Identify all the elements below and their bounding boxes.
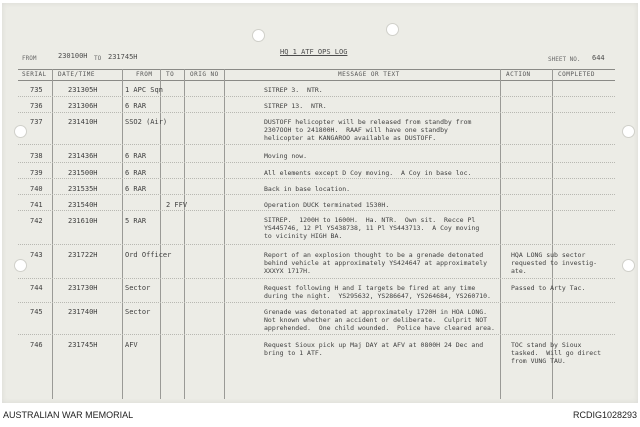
serial-cell: 742 [30,217,43,225]
row-rule [18,162,615,163]
from-cell: 6 RAR [125,102,147,110]
punch-hole [14,125,27,138]
to-cell: 2 FFV [166,201,188,209]
action-cell: HQA LONG sub sector requested to investig- ate. [511,251,598,275]
serial-cell: 736 [30,102,43,110]
row-rule [18,278,615,279]
serial-cell: 735 [30,86,43,94]
datetime-cell: 231500H [68,169,98,177]
serial-cell: 741 [30,201,43,209]
row-rule [18,194,615,195]
log-title: HQ 1 ATF OPS LOG [280,48,348,56]
serial-cell: 745 [30,308,43,316]
from-cell: AFV [125,341,138,349]
from-cell: Ord Officer [125,251,172,259]
archive-credit: AUSTRALIAN WAR MEMORIAL [3,410,134,420]
action-cell: TOC stand by Sioux tasked. Will go direct from VUNG TAU. [511,341,602,365]
from-cell: Sector [125,284,151,292]
message-cell: Back in base location. [264,185,351,193]
from-cell: 5 RAR [125,217,147,225]
from-cell: 1 APC Sqn [125,86,163,94]
sheet-no-label: SHEET NO. [548,56,581,63]
from-cell: Sector [125,308,151,316]
datetime-cell: 231745H [68,341,98,349]
col-header-completed: COMPLETED [558,71,596,78]
datetime-cell: 231436H [68,152,98,160]
col-header-to: TO [166,71,175,78]
punch-hole [386,23,399,36]
datetime-cell: 231722H [68,251,98,259]
punch-hole [14,259,27,272]
punch-hole [622,259,635,272]
message-cell: DUSTOFF helicopter will be released from standby from 2307OOH to 241800H. RAAF will have one standby helicopter at KANGAROO available as DUSTOFF. [264,118,472,142]
message-cell: Request following H and I targets be fired at any time during the night. YS295632, YS286647, YS264684, YS260710. [264,284,491,300]
col-header-serial: SERIAL [22,71,47,78]
message-cell: Report of an explosion thought to be a grenade detonated behind vehicle at approximately YS424647 at approximately XXXYX 1717H. [264,251,488,275]
row-rule [18,112,615,113]
message-cell: Request Sioux pick up Maj DAY at AFV at 0800H 24 Dec and bring to 1 ATF. [264,341,484,357]
col-header-datetime: DATE/TIME [58,71,96,78]
row-rule [18,96,615,97]
message-cell: SITREP 13. NTR. [264,102,327,110]
column-rule [52,69,53,399]
row-rule [18,244,615,245]
to-value: 231745H [108,53,138,61]
punch-hole [622,125,635,138]
from-cell: 6 RAR [125,169,147,177]
column-header-row [18,69,615,81]
from-cell: 6 RAR [125,185,147,193]
from-cell: SSO2 (Air) [125,118,168,126]
datetime-cell: 231610H [68,217,98,225]
datetime-cell: 231740H [68,308,98,316]
column-rule [122,69,123,399]
datetime-cell: 231540H [68,201,98,209]
message-cell: SITREP. 1200H to 1600H. Ha. NTR. Own sit. Recce Pl YS445746, 12 Pl YS438738, 11 Pl YS443713. A Coy moving to vicinity HIGH BA. [264,216,480,240]
serial-cell: 743 [30,251,43,259]
serial-cell: 738 [30,152,43,160]
serial-cell: 740 [30,185,43,193]
column-rule [184,69,185,399]
from-value: 230100H [58,52,88,60]
serial-cell: 737 [30,118,43,126]
to-label: TO [94,55,102,62]
serial-cell: 739 [30,169,43,177]
datetime-cell: 231305H [68,86,98,94]
sheet-no-value: 644 [592,54,605,62]
col-header-message: MESSAGE OR TEXT [338,71,400,78]
datetime-cell: 231535H [68,185,98,193]
row-rule [18,178,615,179]
message-cell: Operation DUCK terminated 1530H. [264,201,390,209]
row-rule [18,210,615,211]
action-cell: Passed to Arty Tac. [511,284,586,292]
from-cell: 6 RAR [125,152,147,160]
serial-cell: 746 [30,341,43,349]
datetime-cell: 231410H [68,118,98,126]
punch-hole [252,29,265,42]
datetime-cell: 231306H [68,102,98,110]
datetime-cell: 231730H [68,284,98,292]
message-cell: All elements except D Coy moving. A Coy in base loc. [264,169,472,177]
archive-reference: RCDIG1028293 [572,410,637,420]
row-rule [18,302,615,303]
message-cell: Moving now. [264,152,308,160]
col-header-orig-no: ORIG NO [190,71,219,78]
row-rule [18,144,615,145]
col-header-action: ACTION [506,71,531,78]
from-label: FROM [22,55,37,62]
message-cell: SITREP 3. NTR. [264,86,323,94]
message-cell: Grenade was detonated at approximately 1720H in HOA LONG. Not known whether an accident or deliberate. Culprit NOT apprehended. One child wounded. Police have cleared area. [264,308,495,332]
serial-cell: 744 [30,284,43,292]
column-rule [224,69,225,399]
row-rule [18,334,615,335]
col-header-from: FROM [136,71,153,78]
